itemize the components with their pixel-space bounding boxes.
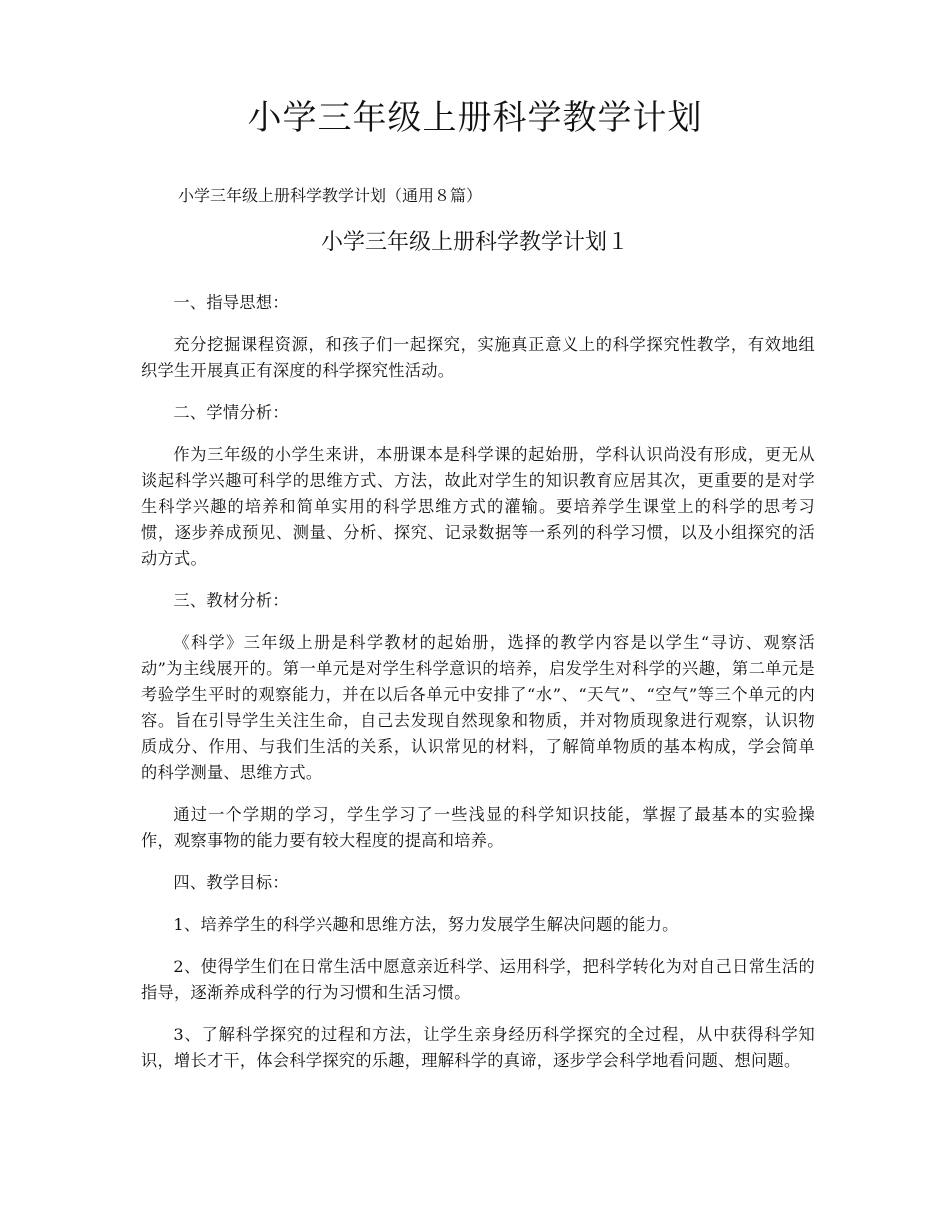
paragraph-goal-1: 1、培养学生的科学兴趣和思维方法，努力发展学生解决问题的能力。: [173, 915, 679, 934]
heading-teaching-goals: 四、教学目标：: [173, 873, 289, 892]
paragraph-student-analysis: 作为三年级的小学生来讲，本册课本是科学课的起始册，学科认识尚没有形成，更无从谈起科学兴趣可科学的思维方式、方法，故此对学生的知识教育应居其次，更重要的是对学生科学兴趣的培养和简单实用的科学思维方式的灌输。要培养学生课堂上的科学的思考习惯，逐步养成预见、测量、分析、探究、记录数据等一系列的科学习惯，以及小组探究的活动方式。: [141, 445, 815, 568]
paragraph-guiding-thought: 充分挖掘课程资源，和孩子们一起探究，实施真正意义上的科学探究性教学，有效地组织学生开展真正有深度的科学探究性活动。: [141, 335, 815, 380]
paragraph-goal-2: 2、使得学生们在日常生活中愿意亲近科学、运用科学，把科学转化为对自己日常生活的指导，逐渐养成科学的行为习惯和生活习惯。: [141, 957, 815, 1002]
document-title: 小学三年级上册科学教学计划: [247, 98, 703, 138]
paragraph-semester-outcome: 通过一个学期的学习，学生学习了一些浅显的科学知识技能，掌握了最基本的实验操作，观察事物的能力要有较大程度的提高和培养。: [141, 805, 815, 850]
document-body: [141, 290, 815, 1090]
heading-textbook-analysis: 三、教材分析：: [173, 591, 289, 610]
heading-guiding-thought: 一、指导思想：: [173, 293, 289, 312]
heading-student-analysis: 二、学情分析：: [173, 403, 289, 422]
paragraph-textbook-analysis: 《科学》三年级上册是科学教材的起始册，选择的教学内容是以学生“寻访、观察活动”为主线展开的。第一单元是对学生科学意识的培养，启发学生对科学的兴趣，第二单元是考验学生平时的观察能力，并在以后各单元中安排了“水”、“天气”、“空气”等三个单元的内容。旨在引导学生关注生命，自己去发现自然现象和物质，并对物质现象进行观察，认识物质成分、作用、与我们生活的关系，认识常见的材料，了解简单物质的基本构成，学会简单的科学测量、思维方式。: [141, 633, 815, 782]
paragraph-goal-3: 3、了解科学探究的过程和方法，让学生亲身经历科学探究的全过程，从中获得科学知识，增长才干，体会科学探究的乐趣，理解科学的真谛，逐步学会科学地看问题、想问题。: [141, 1025, 815, 1070]
section-title: 小学三年级上册科学教学计划１: [320, 230, 629, 255]
document-subtitle: 小学三年级上册科学教学计划（通用８篇）: [178, 186, 483, 205]
